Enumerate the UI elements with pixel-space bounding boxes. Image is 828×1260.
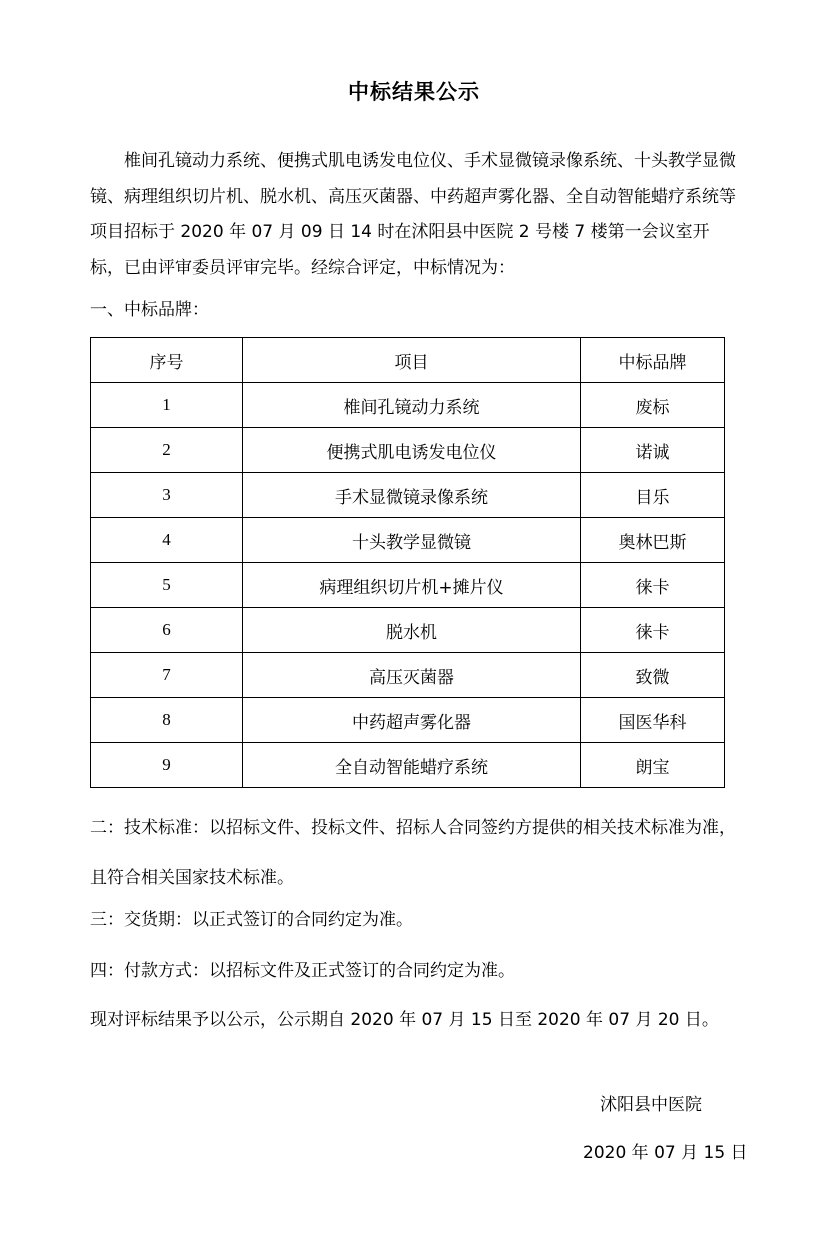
row-no: 8 [91, 698, 243, 743]
public-notice-period: 现对评标结果予以公示，公示期自 2020 年 07 月 15 日至 2020 年 07 月 20 日。 [90, 1010, 719, 1030]
table-row [91, 608, 725, 653]
row-no: 3 [91, 473, 243, 518]
row-no: 5 [91, 563, 243, 608]
row-no: 2 [91, 428, 243, 473]
row-brand: 国医华科 [581, 698, 725, 743]
row-item: 脱水机 [243, 608, 581, 653]
section-payment-method: 四：付款方式：以招标文件及正式签订的合同约定为准。 [90, 961, 515, 981]
row-item: 中药超声雾化器 [243, 698, 581, 743]
table-row [91, 518, 725, 563]
row-brand: 致微 [581, 653, 725, 698]
row-item: 手术显微镜录像系统 [243, 473, 581, 518]
row-brand: 奥林巴斯 [581, 518, 725, 563]
table-row [91, 698, 725, 743]
row-item: 十头教学显微镜 [243, 518, 581, 563]
row-item: 便携式肌电诱发电位仪 [243, 428, 581, 473]
section-technical-standard: 二：技术标准：以招标文件、投标文件、招标人合同签约方提供的相关技术标准为准，且符合相关国家技术标准。 [90, 818, 736, 888]
row-brand: 徕卡 [581, 608, 725, 653]
table-row [91, 428, 725, 473]
row-no: 1 [91, 383, 243, 428]
table-row [91, 653, 725, 698]
row-item: 高压灭菌器 [243, 653, 581, 698]
section-delivery-period: 三：交货期：以正式签订的合同约定为准。 [90, 910, 413, 930]
row-item: 全自动智能蜡疗系统 [243, 743, 581, 788]
row-brand: 徕卡 [581, 563, 725, 608]
row-item: 椎间孔镜动力系统 [243, 383, 581, 428]
table-header-row [91, 338, 725, 383]
row-item: 病理组织切片机+摊片仪 [243, 563, 581, 608]
row-brand: 废标 [581, 383, 725, 428]
section-winning-brands-heading: 一、中标品牌： [90, 300, 209, 320]
row-no: 7 [91, 653, 243, 698]
table-row [91, 383, 725, 428]
row-no: 4 [91, 518, 243, 563]
table-row [91, 563, 725, 608]
row-no: 9 [91, 743, 243, 788]
row-brand: 诺诚 [581, 428, 725, 473]
document-title: 中标结果公示 [348, 80, 480, 104]
header-item: 项目 [243, 338, 581, 383]
row-no: 6 [91, 608, 243, 653]
table-row [91, 743, 725, 788]
table-row [91, 473, 725, 518]
intro-paragraph: 椎间孔镜动力系统、便携式肌电诱发电位仪、手术显微镜录像系统、十头教学显微镜、病理组织切片机、脱水机、高压灭菌器、中药超声雾化器、全自动智能蜡疗系统等项目招标于 2020 年 07 月 09 日 14 时在沭阳县中医院 2 号楼 7 楼第一会议室开标，已由评审委员评审完毕。经综合评定，中标情况为： [90, 151, 736, 278]
issue-date: 2020 年 07 月 15 日 [583, 1143, 748, 1163]
header-brand: 中标品牌 [581, 338, 725, 383]
results-table [90, 337, 725, 788]
header-no: 序号 [91, 338, 243, 383]
row-brand: 目乐 [581, 473, 725, 518]
row-brand: 朗宝 [581, 743, 725, 788]
issuing-organization: 沭阳县中医院 [600, 1095, 702, 1115]
